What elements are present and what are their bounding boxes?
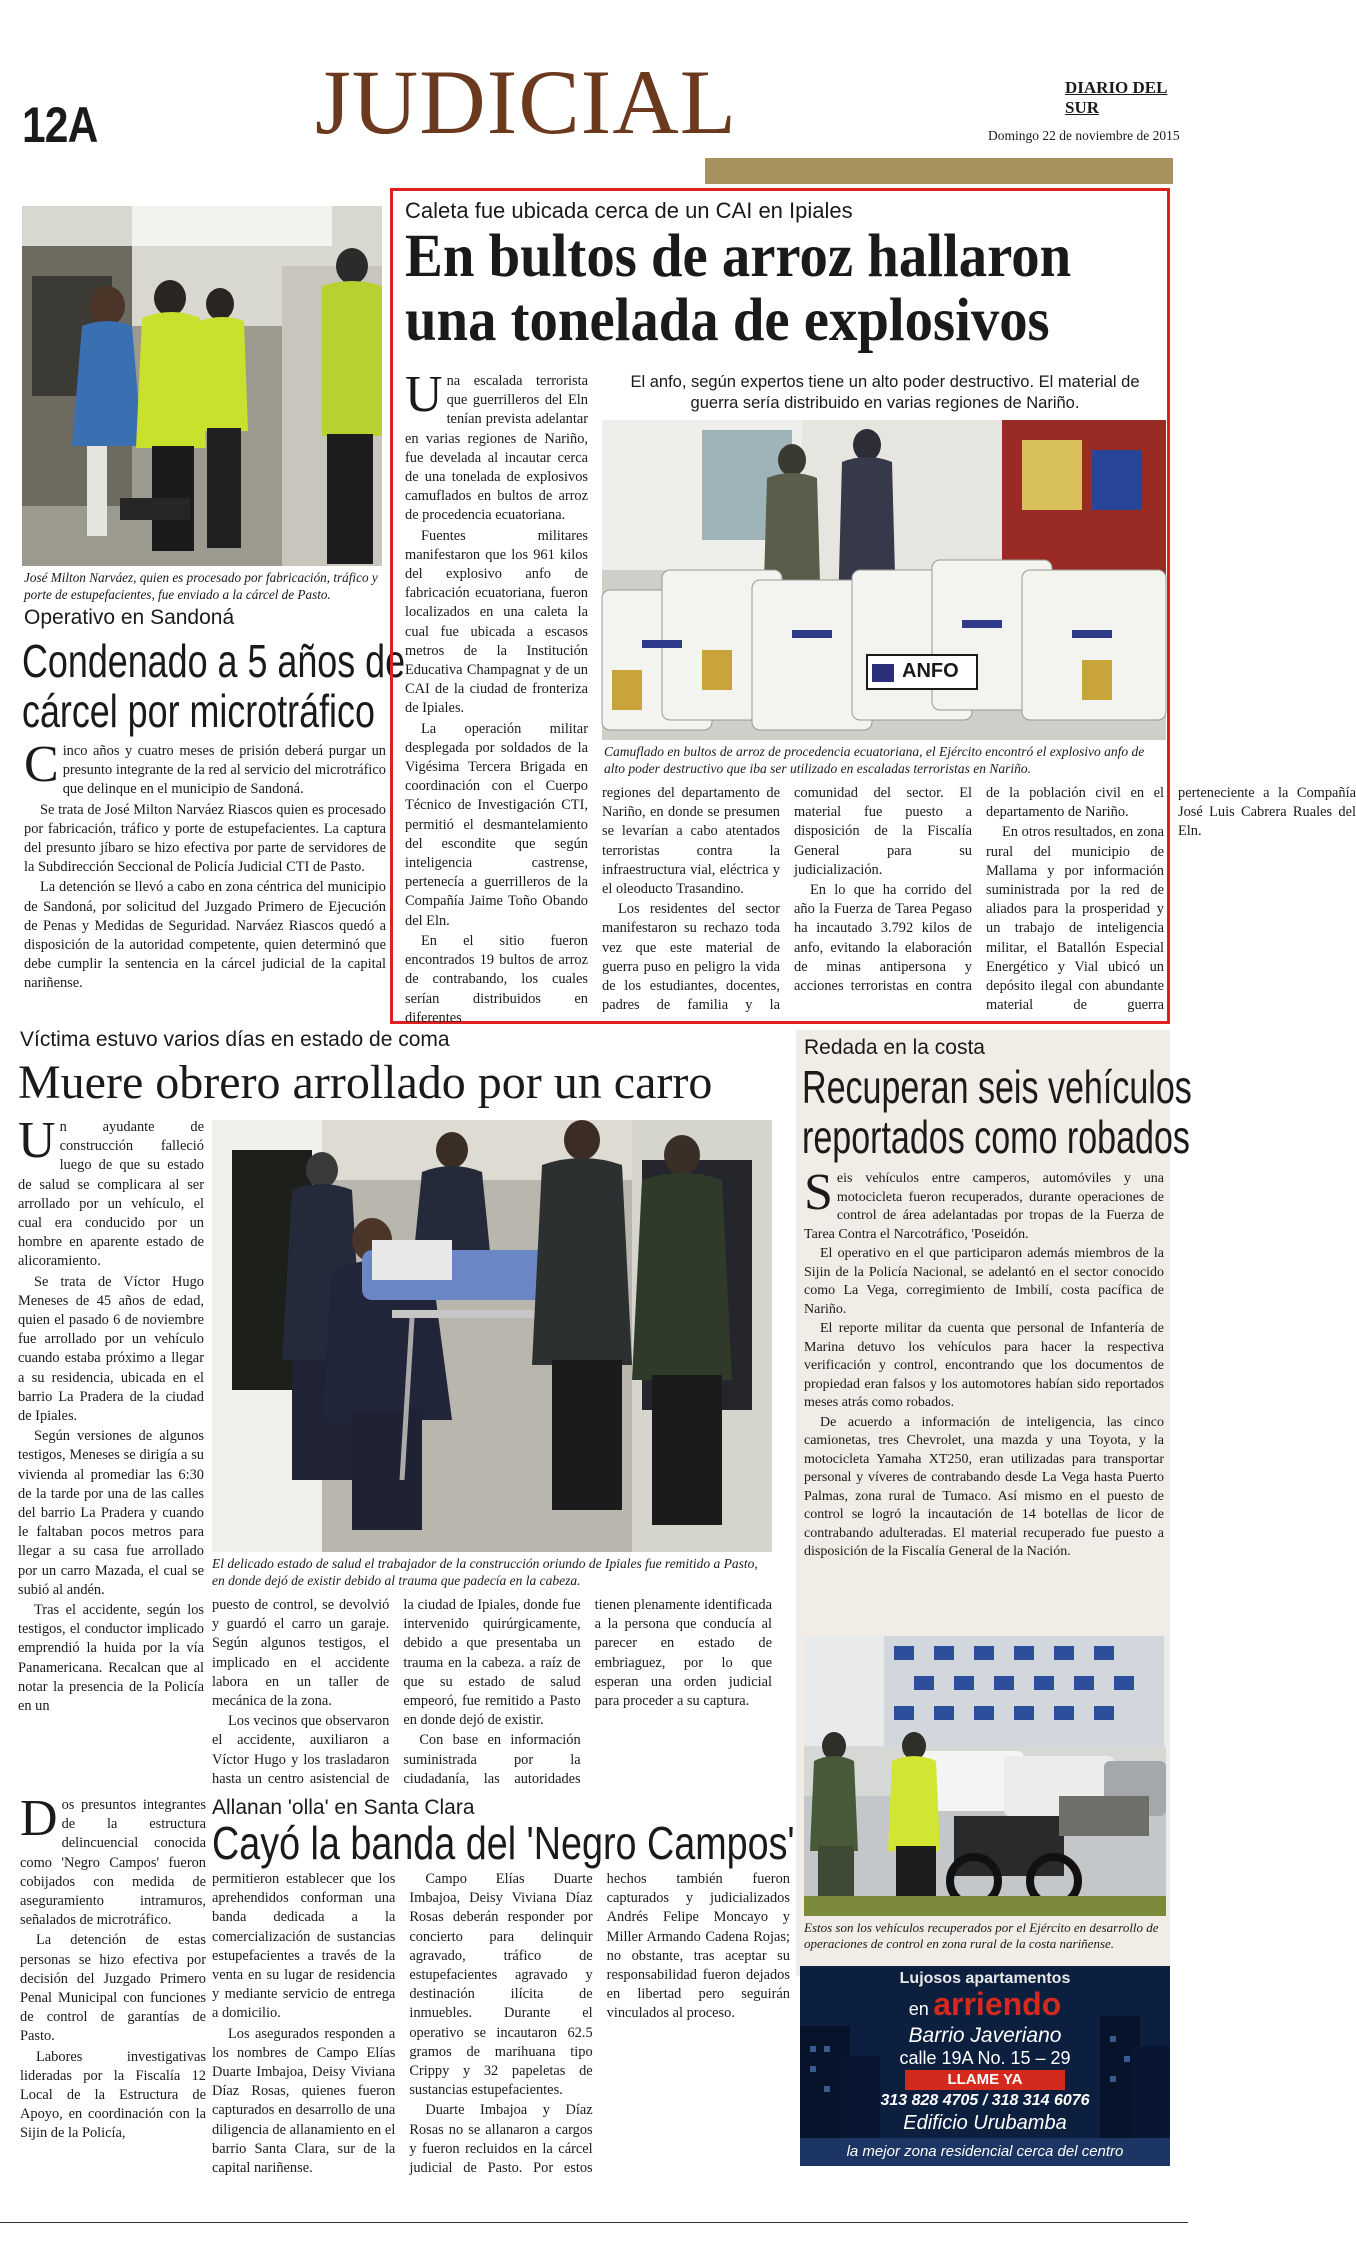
sandona-headline-2: cárcel por microtráfico [22, 685, 375, 737]
obrero-article-col1 [18, 1112, 204, 1794]
obrero-paragraph: Los vecinos que observaron el accidente, auxiliaron a Víctor Hugo y los trasladaron hasta un centro asistencial de la ciudad de Ipiales, donde fue intervenido quirúrgicamente, debido a que presentaba un trauma en la cabeza. a raíz de que su estado de salud empeoró, fue remitido a Pasto en donde dejó de existir. [212, 1597, 581, 1787]
lead-article-rest [602, 784, 1356, 1020]
obrero-paragraph: Según versiones de algunos testigos, Meneses se dirigía a su vivienda al promediar las 6:30 de la tarde por una de las calles del barrio La Pradera y cuando le faltaban pocos metros para llegar a su casa fue arrollado por un carro Mazada, el cual se subió al andén. [18, 1428, 204, 1598]
obrero-paragraph: n ayudante de construcción falleció luego de que su estado de salud se complicara al ser arrollado por un vehículo, el cual era conducido por un hombre en aparente estado de alicoramiento. [18, 1119, 204, 1270]
sandona-dropcap: C [24, 736, 59, 793]
anfo-photo [602, 420, 1166, 740]
anfo-sign-label: ANFO [902, 660, 959, 682]
ad-address: calle 19A No. 15 – 29 [899, 2048, 1071, 2068]
obrero-article-rest [212, 1596, 772, 1794]
obrero-headline: Muere obrero arrollado por un carro [18, 1056, 713, 1109]
ad-line1: Lujosos apartamentos [899, 1970, 1071, 1987]
negro-campos-paragraph: permitieron establecer que los aprehendidos conforman una banda dedicada a la comercialización de sustancias estupefacientes a través de la venta en su lugar de residencia y mediante servicio de entrega a domicilio. [212, 1871, 396, 2022]
lead-paragraph: Fuentes militares manifestaron que los 961 kilos del explosivo anfo de fabricación ecuatoriana, fueron localizados en una caleta la cual fue ubicada a escasos metros de la Institución Educativa Champagnat y de un CAI de la ciudad de fronteriza de Ipiales. [405, 527, 588, 717]
negro-campos-rest [212, 1870, 790, 2182]
negro-campos-paragraph: os presuntos integrantes de la estructura delincuencial conocida como 'Negro Campos' fueron cobijados con medida de aseguramiento intramuros, señalados de microtráfico. [20, 1797, 206, 1929]
lead-deck: El anfo, según expertos tiene un alto poder destructivo. El material de guerra sería distribuido en varias regiones de Nariño. [630, 373, 1140, 412]
vehiculos-dropcap: S [804, 1164, 833, 1221]
obrero-paragraph: puesto de control, se devolvió y guardó el carro un garaje. Según algunos testigos, el implicado en el accidente labora en un taller de mecánica de la zona. [212, 1597, 390, 1710]
lead-kicker: Caleta fue ubicada cerca de un CAI en Ipiales [405, 198, 853, 223]
vehiculos-paragraph: De acuerdo a información de inteligencia, las cinco camionetas, tres Chevrolet, una mazda y una Toyota, y la motocicleta Yamaha XT250, eran utilizadas para transportar personal y víveres de contrabando desde La Vega hasta Puerto Palmas, zona rural de Tumaco. Así mismo en el puesto de control se logró la incautación de 14 botellas de licor de contrabando adulteradas. El material recuperado fue puesto a disposición de la Fiscalía General de la Nación. [804, 1414, 1164, 1559]
ad-building: Edificio Urubamba [903, 2112, 1067, 2134]
negro-campos-paragraph: Campo Elías Duarte Imbajoa, Deisy Viviana Díaz Rosas deberán responder por concierto para delinquir agravado, tráfico de estupefacientes agravado y destinación ilícita de inmuebles. Durante el operativo se incautaron 62.5 gramos de marihuana tipo Crippy y 32 papeletas de sustancias estupefacientes. [409, 1871, 593, 2099]
masthead-brand: DIARIO DEL SUR [1065, 78, 1168, 117]
vehiculos-paragraph: El operativo en el que participaron además miembros de la Sijin de la Policía Nacional, se adelantó en el sector conocido como La Vega, corregimiento de Imbilí, costa pacífica de Nariño. [804, 1246, 1164, 1317]
ad-cta: LLAME YA [905, 2070, 1065, 2090]
section-title: JUDICIAL [315, 51, 737, 153]
vehiculos-paragraph: eis vehículos entre camperos, automóviles y una motocicleta fueron recuperados, durante operaciones de control de área adelantadas por tropas de la Fuerza de Tarea Contra el Narcotráfico, 'Poseidón. [804, 1171, 1164, 1242]
negro-campos-paragraph: Labores investigativas lideradas por la Fiscalía 12 Local de la Estructura de Apoyo, en coordinación con la Sijin de la Policía, [20, 2048, 206, 2142]
negro-campos-dropcap: D [20, 1790, 58, 1847]
narvaez-caption: José Milton Narváez, quien es procesado por fabricación, tráfico y porte de estupefacientes, fue enviado a la cárcel de Pasto. [24, 570, 378, 602]
narvaez-photo [22, 206, 382, 566]
anfo-caption: Camuflado en bultos de arroz de procedencia ecuatoriana, el Ejército encontró el explosivo anfo de alto poder destructivo que iba ser utilizado en escaladas terroristas en Nariño. [604, 744, 1145, 776]
vehiculos-headline-2: reportados como robados [802, 1111, 1190, 1163]
vehiculos-kicker: Redada en la costa [804, 1036, 985, 1059]
header-gold-bar [705, 158, 1173, 184]
lead-paragraph: Los residentes del sector manifestaron su rechazo toda vez que este material de guerra puso en peligro la vida de los estudiantes, docentes, padres de familia y la comunidad del sector. El material fue puesto a disposición de la Fiscalía General para su judicialización. [602, 785, 972, 1014]
negro-campos-paragraph: Los asegurados responden a los nombres de Campo Elías Duarte Imbajoa, Deisy Viviana Díaz Rosas, quienes fueron capturados en desarrollo de una diligencia de allanamiento en el barrio Santa Clara, sur de la capital nariñense. [212, 2025, 396, 2177]
lead-headline-1: En bultos de arroz hallaron [405, 223, 1072, 290]
vehiculos-headline-1: Recuperan seis vehículos [802, 1061, 1192, 1113]
negro-campos-paragraph: Duarte Imbajoa y Díaz Rosas no se allanaron a cargos y fueron recluidos en la cárcel judicial de Pasto. Por estos hechos también fueron capturados y judicializados Andrés Felipe Moncayo y Miller Armando Cadena Rojas; no obstante, tras aceptar su responsabilidad fueron dejados en libertad pero seguirán vinculados al proceso. [409, 1871, 790, 2177]
lead-article-col1 [405, 366, 588, 1026]
ad-footer: la mejor zona residencial cerca del centro [800, 2138, 1170, 2166]
sandona-headline-1: Condenado a 5 años de [22, 635, 406, 687]
sandona-paragraph: inco años y cuatro meses de prisión deberá purgar un presunto integrante de la red al servicio del microtráfico que delinque en el municipio de Sandoná. [62, 743, 386, 798]
obrero-paragraph: Se trata de Víctor Hugo Meneses de 45 años de edad, quien el pasado 6 de noviembre fue arrollado por un vehículo cuando estaba próximo a llegar a su residencia, ubicada en el barrio La Pradera de la ciudad de Ipiales. [18, 1273, 204, 1425]
lead-paragraph: En lo que ha corrido del año la Fuerza de Tarea Pegaso ha incautado 3.792 kilos de anfo, evitando la elaboración de minas antipersona y acciones terroristas en contra de la población civil en el departamento de Nariño. [794, 785, 1164, 995]
vehiculos-paragraph: El reporte militar da cuenta que personal de Infantería de Marina detuvo los vehículos para hacer la respectiva verificación y control, encontrando que los documentos de propiedad eran falsos y los automotores habían sido reportados meses atrás como robados. [804, 1321, 1164, 1410]
vehicles-caption: Estos son los vehículos recuperados por el Ejército en desarrollo de operaciones de control en zona rural de la costa nariñense. [804, 1920, 1159, 1951]
ambulance-caption: El delicado estado de salud el trabajador de la construcción oriundo de Ipiales fue remitido a Pasto, en donde dejó de existir debido al trauma que padecía en la cabeza. [212, 1556, 758, 1588]
negro-campos-kicker: Allanan 'olla' en Santa Clara [212, 1796, 475, 1819]
ambulance-photo [212, 1120, 772, 1552]
obrero-paragraph: Con base en información suministrada por la ciudadanía, las autoridades tienen plenamente identificada a la persona que conducía al parecer en estado de embriaguez, por lo que esperan una orden judicial para proceder a su captura. [403, 1597, 772, 1787]
negro-campos-col1 [20, 1790, 206, 2182]
page-number: 12A [22, 97, 98, 153]
vehiculos-article [804, 1164, 1164, 1590]
ad-phones: 313 828 4705 / 318 314 6076 [880, 2092, 1090, 2109]
obrero-dropcap: U [18, 1112, 56, 1169]
lead-paragraph: na escalada terrorista que guerrilleros del Eln tenían prevista adelantar en varias regiones de Nariño, fue develada al incautar cerca de una tonelada de explosivos camuflados en bultos de arroz de procedencia ecuatoriana. [405, 373, 588, 524]
ad-line3: Barrio Javeriano [908, 2024, 1062, 2047]
lead-headline-2: una tonelada de explosivos [405, 287, 1050, 354]
apartment-ad[interactable] [800, 1966, 1170, 2166]
ad-line2-small: en [908, 1999, 929, 2019]
sandona-paragraph: La detención se llevó a cabo en zona céntrica del municipio de Sandoná, por solicitud del Juzgado Primero de Ejecución de Penas y Medidas de Seguridad. Narváez Riascos quedó a disposición de la autoridad competente, quien determinó que debe cumplir la sentencia en la cárcel judicial de la capital nariñense. [24, 879, 386, 992]
bottom-rule [0, 2222, 1188, 2223]
negro-campos-headline: Cayó la banda del 'Negro Campos' [212, 1817, 795, 1869]
lead-paragraph: La operación militar desplegada por soldados de la Vigésima Tercera Brigada en coordinación con el Cuerpo Técnico de Investigación CTI, permitió el desmantelamiento del escondite que según inteligencia castrense, pertenecía a guerrilleros de la Compañía Jaime Toño Obando del Eln. [405, 720, 588, 929]
obrero-kicker: Víctima estuvo varios días en estado de coma [20, 1028, 450, 1051]
sandona-kicker: Operativo en Sandoná [24, 606, 235, 629]
ad-line2 [800, 1986, 1170, 2023]
negro-campos-paragraph: La detención de estas personas se hizo efectiva por decisión del Juzgado Primero Penal Municipal con funciones de control de garantías de Pasto. [20, 1932, 206, 2045]
page-date: Domingo 22 de noviembre de 2015 [988, 128, 1180, 143]
lead-paragraph: En otros resultados, en zona rural del municipio de Mallama y por información suministrada por la red de aliados para la prosperidad y un trabajo de inteligencia militar, el Batallón Especial Energético y Vial ubicó un depósito ilegal con abundante material de guerra perteneciente a la Compañía José Luis Cabrera Ruales del Eln. [986, 785, 1356, 1014]
lead-dropcap: U [405, 366, 443, 423]
ad-line2-big: arriendo [933, 1986, 1062, 2022]
sandona-paragraph: Se trata de José Milton Narváez Riascos quien es procesado por fabricación, tráfico y porte de estupefacientes. La captura del presunto jíbaro se hizo efectiva por parte de servidores de la Subdirección Seccional de Policía Judicial CTI de Pasto. [24, 801, 386, 876]
sandona-article [24, 736, 386, 1032]
obrero-paragraph: Tras el accidente, según los testigos, el conductor implicado emprendió la huida por la vía Panamericana. Recalcan que al notar la presencia de la Policía en un [18, 1602, 204, 1715]
lead-paragraph: regiones del departamento de Nariño, en donde se presumen se levarían a cabo atentados terroristas contra la infraestructura vial, eléctrica y el oleoducto Trasandino. [602, 785, 780, 898]
vehicles-photo [804, 1636, 1166, 1916]
lead-paragraph: En el sitio fueron encontrados 19 bultos de arroz de contrabando, los cuales serían distribuidos en diferentes [405, 932, 588, 1026]
